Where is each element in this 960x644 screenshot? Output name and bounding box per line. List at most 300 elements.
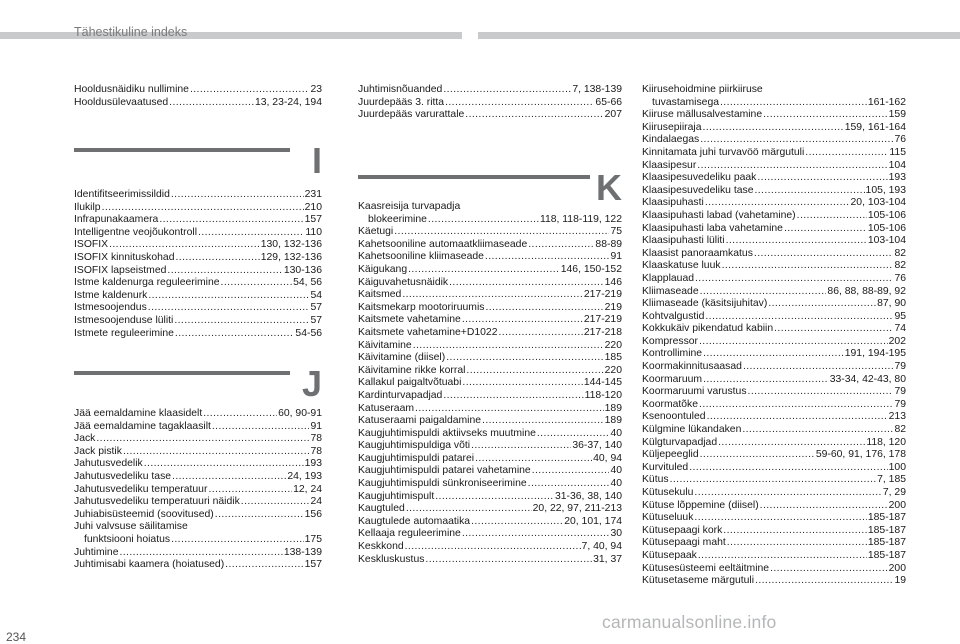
index-pages: 146: [604, 276, 622, 288]
section-letter: K: [596, 167, 622, 208]
index-entry: [358, 440, 622, 453]
index-term: Kardinturvapadjad: [358, 389, 443, 401]
index-pages: 185-187: [867, 512, 906, 524]
index-pages: 110: [305, 226, 322, 238]
index-entry: [358, 491, 622, 504]
index-term: Hooldusnäidiku nullimine: [74, 84, 189, 95]
index-entry: [642, 512, 906, 525]
index-pages: 20, 101, 174: [564, 515, 622, 527]
section-divider: [74, 371, 290, 375]
dot-leader: [212, 421, 310, 434]
index-pages: 146, 150-152: [560, 263, 622, 275]
index-pages: 7, 185: [877, 474, 906, 486]
index-entry: [642, 311, 906, 324]
index-term: Kaugtulede automaatika: [358, 515, 471, 527]
dot-leader: [198, 227, 304, 240]
index-pages: 65-66: [595, 96, 622, 108]
index-entry: [74, 315, 322, 328]
index-entry: [74, 547, 322, 560]
index-pages: 31-36, 38, 140: [554, 490, 622, 502]
index-pages: 213: [888, 411, 906, 423]
dot-leader: [754, 185, 864, 198]
dot-leader: [413, 340, 604, 353]
dot-leader: [119, 547, 282, 560]
index-entry: [642, 248, 906, 261]
dot-leader: [754, 248, 894, 261]
dot-leader: [499, 327, 583, 340]
index-pages: 82: [894, 260, 906, 272]
index-entry: [642, 361, 906, 374]
dot-leader: [705, 197, 850, 210]
index-term: Intelligentne veojõukontroll: [74, 226, 198, 238]
index-entry: [642, 500, 906, 513]
dot-leader: [462, 377, 582, 390]
index-term: Kütusepaak: [642, 549, 697, 561]
index-term: Kliimaseade: [642, 285, 699, 297]
index-pages: 40, 94: [593, 452, 622, 464]
index-term: Kahetsooniline kliimaseade: [358, 251, 484, 263]
dot-leader: [406, 503, 532, 516]
index-term: Kaugjuhtimispuldi sünkroniseerimine: [358, 478, 527, 490]
dot-leader: [449, 277, 604, 290]
index-entry: [358, 541, 622, 554]
index-entry: [74, 471, 322, 484]
index-term: Koormaruumi varustus: [642, 386, 747, 398]
index-term: Klaasipuhasti: [642, 197, 704, 209]
index-term: Klaasist panoraamkatus: [642, 247, 753, 259]
index-pages: 104: [888, 159, 906, 171]
index-term: Kiirusepiiraja: [642, 121, 702, 133]
dot-leader: [123, 446, 310, 459]
index-entry: [642, 550, 906, 563]
page-number: 234: [6, 630, 27, 644]
index-entry: [642, 374, 906, 387]
index-term: Kindalaegas: [642, 134, 700, 146]
index-entry: [358, 109, 622, 122]
section-letter: I: [311, 140, 322, 181]
index-term: Kinnitamata juhi turvavöö märgutuli: [642, 146, 805, 158]
dot-leader: [770, 563, 888, 576]
index-term: Identifitseerimissildid: [74, 189, 170, 200]
index-pages: 185: [604, 352, 622, 364]
index-entry: [74, 534, 322, 547]
index-entry: [358, 503, 622, 516]
dot-leader: [465, 109, 603, 122]
index-term: Kiiruse mällusalvestamine: [642, 109, 763, 121]
index-term: Kaitsmete vahetamine: [358, 314, 461, 326]
index-term: Kompressor: [642, 335, 699, 347]
watermark: carmanualsonline.info: [602, 612, 777, 632]
index-pages: 54: [310, 289, 322, 301]
index-pages: 23: [310, 84, 322, 95]
index-term: Katuseraami paigaldamine: [358, 415, 482, 427]
index-term: Klaasipuhasti laba vahetamine: [642, 222, 783, 234]
index-pages: 159: [888, 109, 906, 121]
index-entry: [74, 509, 322, 522]
index-pages: 7, 138-139: [572, 84, 622, 95]
index-col1-top: [74, 84, 322, 109]
dot-leader: [528, 239, 594, 252]
index-pages: 217-219: [583, 314, 622, 326]
index-term: Klaasipuhasti labad (vahetamine): [642, 209, 796, 221]
index-term: Kurvituled: [642, 461, 689, 473]
section-divider: [74, 148, 290, 152]
dot-leader: [175, 328, 295, 341]
index-pages: 105, 193: [865, 184, 906, 196]
dot-leader: [462, 528, 610, 541]
index-entry: [74, 408, 322, 421]
index-entry: [358, 528, 622, 541]
index-pages: 217-219: [583, 289, 622, 301]
index-entry: [358, 352, 622, 365]
index-term: ISOFIX kinnituskohad: [74, 251, 175, 263]
index-entry: [358, 377, 622, 390]
dot-leader: [768, 298, 876, 311]
index-term: Koormaruum: [642, 373, 703, 385]
index-entry: [642, 286, 906, 299]
dot-leader: [784, 223, 867, 236]
index-term: Kliimaseade (käsitsijuhitav): [642, 298, 768, 310]
index-pages: 7, 29: [882, 487, 906, 498]
index-term: ISOFIX: [74, 239, 109, 251]
dot-leader: [428, 214, 539, 227]
index-entry: [642, 323, 906, 336]
dot-leader: [435, 491, 554, 504]
index-term: Külgmine lükandaken: [642, 424, 742, 436]
index-term: Infrapunakaamera: [74, 214, 159, 226]
index-pages: 91: [310, 420, 322, 432]
index-term: Käigukang: [358, 263, 408, 275]
index-pages: 185-187: [867, 537, 906, 549]
index-term: Käivitamine: [358, 339, 412, 351]
index-entry: [642, 575, 906, 588]
index-term: Käivitamine (diisel): [358, 352, 446, 364]
dot-leader: [699, 399, 893, 412]
section-letter: J: [301, 363, 322, 404]
index-entry: [358, 84, 622, 97]
index-pages: 100: [888, 461, 906, 473]
index-pages: 20, 22, 97, 211-213: [532, 503, 622, 515]
dot-leader: [694, 487, 881, 500]
index-term: Kallakul paigaltvõtuabi: [358, 377, 462, 389]
index-pages: 78: [310, 433, 322, 445]
index-pages: 31, 37: [593, 553, 622, 565]
index-pages: 76: [894, 272, 906, 284]
dot-leader: [462, 314, 583, 327]
index-pages: 59-60, 91, 176, 178: [815, 449, 906, 461]
index-entry: [74, 458, 322, 471]
index-col2-k: [358, 201, 622, 566]
index-entry: [642, 411, 906, 424]
index-col1-i: [74, 189, 322, 340]
index-entry: [74, 302, 322, 315]
index-term: Juhiabisüsteemid (soovitused): [74, 508, 214, 520]
dot-leader: [208, 484, 292, 497]
index-pages: 159, 161-164: [844, 121, 906, 133]
index-entry: [358, 289, 622, 302]
index-term: Kütusepaagi kork: [642, 524, 723, 536]
index-term: Jack pistik: [74, 445, 122, 457]
dot-leader: [722, 260, 894, 273]
index-entry: [358, 453, 622, 466]
index-pages: 231: [304, 189, 322, 200]
dot-leader: [171, 534, 304, 547]
dot-leader: [443, 390, 583, 403]
dot-leader: [482, 415, 604, 428]
index-entry: [74, 189, 322, 202]
index-term: Istme kaldenurga reguleerimine: [74, 277, 220, 289]
index-pages: 103-104: [867, 235, 906, 247]
index-pages: 40: [610, 427, 622, 439]
index-pages: 82: [894, 247, 906, 259]
index-term: Juhtimisnõuanded: [358, 84, 443, 95]
index-entry: [358, 97, 622, 110]
dot-leader: [425, 554, 592, 567]
index-term: Jahutusvedelik: [74, 458, 143, 470]
dot-leader: [443, 84, 571, 97]
index-entry: [642, 386, 906, 399]
index-term: Kontrollimine: [642, 348, 703, 360]
index-pages: 95: [894, 310, 906, 322]
page-header-title: Tähestikuline indeks: [74, 25, 188, 39]
index-entry: [642, 462, 906, 475]
index-pages: 157: [304, 559, 322, 571]
index-pages: 220: [604, 339, 622, 351]
index-pages: 202: [888, 335, 906, 347]
dot-leader: [743, 361, 894, 374]
dot-leader: [471, 516, 563, 529]
index-term: Kaugjuhtimispult: [358, 490, 435, 502]
index-term: Ksenoontuled: [642, 411, 706, 423]
index-entry: [642, 160, 906, 173]
dot-leader: [670, 474, 877, 487]
index-pages: 105-106: [867, 209, 906, 221]
index-col2-top: [358, 84, 622, 122]
dot-leader: [805, 147, 888, 160]
index-term: Koormatõke: [642, 398, 699, 410]
index-entry: [74, 202, 322, 215]
index-entry: [642, 424, 906, 437]
index-term: Kokkukäiv pikendatud kabiin: [642, 323, 774, 335]
index-pages: 189: [604, 415, 622, 427]
dot-leader: [726, 235, 867, 248]
index-term: Kaitsmed: [358, 289, 402, 301]
index-entry: [642, 449, 906, 462]
index-term: Klapplauad: [642, 272, 694, 284]
index-term: Käetugi: [358, 226, 394, 238]
index-pages: 219: [604, 301, 622, 313]
index-term: Istme kaldenurk: [74, 289, 148, 301]
dot-leader: [402, 289, 583, 302]
index-entry: [358, 478, 622, 491]
index-term: Kütusetaseme märgutuli: [642, 575, 755, 587]
dot-leader: [169, 97, 254, 110]
index-entry: [74, 433, 322, 446]
index-entry: [74, 521, 322, 534]
index-pages: 130-136: [283, 264, 322, 276]
index-entry: [642, 525, 906, 538]
index-pages: 13, 23-24, 194: [254, 96, 322, 108]
index-entry: [642, 185, 906, 198]
dot-leader: [148, 290, 309, 303]
index-pages: 7, 40, 94: [581, 541, 622, 553]
dot-leader: [760, 500, 888, 513]
section-letter-j: [74, 363, 322, 408]
dot-leader: [703, 348, 844, 361]
index-pages: 40: [610, 478, 622, 490]
index-entry: [74, 290, 322, 303]
index-pages: 118-120: [584, 389, 622, 401]
index-pages: 200: [888, 499, 906, 511]
index-pages: 217-218: [583, 326, 622, 338]
index-term: Juhtimisabi kaamera (hoiatused): [74, 559, 225, 571]
index-pages: 30: [610, 528, 622, 540]
dot-leader: [190, 84, 309, 97]
index-entry: [74, 277, 322, 290]
index-entry: [642, 223, 906, 236]
index-entry: [74, 446, 322, 459]
index-pages: 79: [894, 398, 906, 410]
index-entry: [358, 226, 622, 239]
index-entry: [642, 109, 906, 122]
index-entry: [642, 336, 906, 349]
dot-leader: [485, 302, 603, 315]
dot-leader: [102, 202, 304, 215]
index-pages: 12, 24: [293, 483, 322, 495]
section-divider: [358, 175, 590, 179]
dot-leader: [700, 134, 893, 147]
index-entry: [74, 214, 322, 227]
index-term: Jahutusvedeliku temperatuur: [74, 483, 208, 495]
index-pages: 33-34, 42-43, 80: [829, 373, 906, 385]
index-term: Kütuseluuk: [642, 512, 694, 524]
dot-leader: [532, 465, 610, 478]
index-term: Istmete reguleerimine: [74, 327, 174, 339]
header-bar-left: [0, 32, 462, 39]
dot-leader: [466, 365, 603, 378]
index-pages: 91: [610, 251, 622, 263]
index-term: funktsiooni hoiatus: [84, 533, 171, 545]
index-term: Kellaaja reguleerimine: [358, 528, 461, 540]
dot-leader: [703, 374, 829, 387]
index-entry: [358, 214, 622, 227]
dot-leader: [774, 323, 893, 336]
dot-leader: [695, 273, 893, 286]
dot-leader: [475, 453, 592, 466]
dot-leader: [757, 172, 887, 185]
index-pages: 19: [894, 575, 906, 587]
index-entry: [358, 340, 622, 353]
index-entry: [358, 554, 622, 567]
dot-leader: [537, 428, 610, 441]
index-pages: 24: [310, 496, 322, 508]
dot-leader: [148, 302, 310, 315]
index-pages: 36-37, 140: [572, 440, 622, 452]
index-pages: 185-187: [867, 524, 906, 536]
dot-leader: [159, 214, 303, 227]
index-entry: [74, 84, 322, 97]
index-term: Käivitamine rikke korral: [358, 364, 466, 376]
index-pages: 210: [304, 201, 322, 213]
index-entry: [358, 327, 622, 340]
dot-leader: [699, 336, 888, 349]
index-entry: [642, 172, 906, 185]
index-term: Kaasreisija turvapadja: [358, 201, 461, 212]
dot-leader: [705, 311, 893, 324]
dot-leader: [727, 537, 867, 550]
index-entry: [358, 415, 622, 428]
dot-leader: [742, 424, 893, 437]
index-pages: 157: [304, 214, 322, 226]
index-pages: 88-89: [595, 238, 622, 250]
dot-leader: [700, 449, 815, 462]
index-entry: [642, 474, 906, 487]
index-entry: [358, 264, 622, 277]
index-entry: [642, 147, 906, 160]
index-term: Keskkond: [358, 541, 404, 553]
index-entry: [358, 277, 622, 290]
dot-leader: [720, 97, 867, 110]
dot-leader: [697, 160, 887, 173]
index-term: Koormakinnitusaasad: [642, 361, 742, 373]
index-term: Kiirusehoidmine piirkiiruse: [642, 84, 763, 95]
index-col1-j: [74, 408, 322, 572]
index-term: Juurdepääs varurattale: [358, 109, 465, 121]
index-term: Istmesoojendus: [74, 302, 147, 314]
index-term: Kahetsooniline automaatkliimaseade: [358, 238, 528, 250]
index-entry: [642, 134, 906, 147]
index-term: Külgturvapadjad: [642, 436, 718, 448]
index-pages: 75: [610, 226, 622, 238]
index-entry: [642, 210, 906, 223]
dot-leader: [176, 252, 260, 265]
index-entry: [358, 302, 622, 315]
index-term: Jahutusvedeliku tase: [74, 470, 172, 482]
dot-leader: [718, 437, 865, 450]
index-pages: 185-187: [867, 549, 906, 561]
index-entry: [74, 421, 322, 434]
section-letter-i: [74, 140, 322, 185]
index-entry: [358, 314, 622, 327]
index-pages: 175: [304, 533, 322, 545]
index-entry: [642, 122, 906, 135]
dot-leader: [109, 239, 260, 252]
dot-leader: [215, 509, 304, 522]
dot-leader: [698, 550, 867, 563]
index-entry: [642, 437, 906, 450]
index-entry: [74, 559, 322, 572]
dot-leader: [689, 462, 887, 475]
dot-leader: [241, 496, 310, 509]
index-pages: 54, 56: [293, 277, 322, 289]
index-term: Ilukilp: [74, 201, 101, 213]
index-entry: [642, 97, 906, 110]
index-entry: [74, 496, 322, 509]
dot-leader: [415, 403, 604, 416]
index-pages: 144-145: [583, 377, 622, 389]
dot-leader: [174, 315, 309, 328]
dot-leader: [408, 264, 560, 277]
index-term: Hooldusülevaatused: [74, 96, 169, 108]
dot-leader: [748, 386, 894, 399]
index-term: Kohtvalgustid: [642, 310, 705, 322]
index-pages: 24, 193: [287, 470, 322, 482]
index-entry: [74, 227, 322, 240]
index-pages: 57: [310, 302, 322, 314]
index-term: Kütusepaagi maht: [642, 537, 726, 549]
index-term: Jää eemaldamine klaasidelt: [74, 408, 203, 419]
index-entry: [642, 348, 906, 361]
